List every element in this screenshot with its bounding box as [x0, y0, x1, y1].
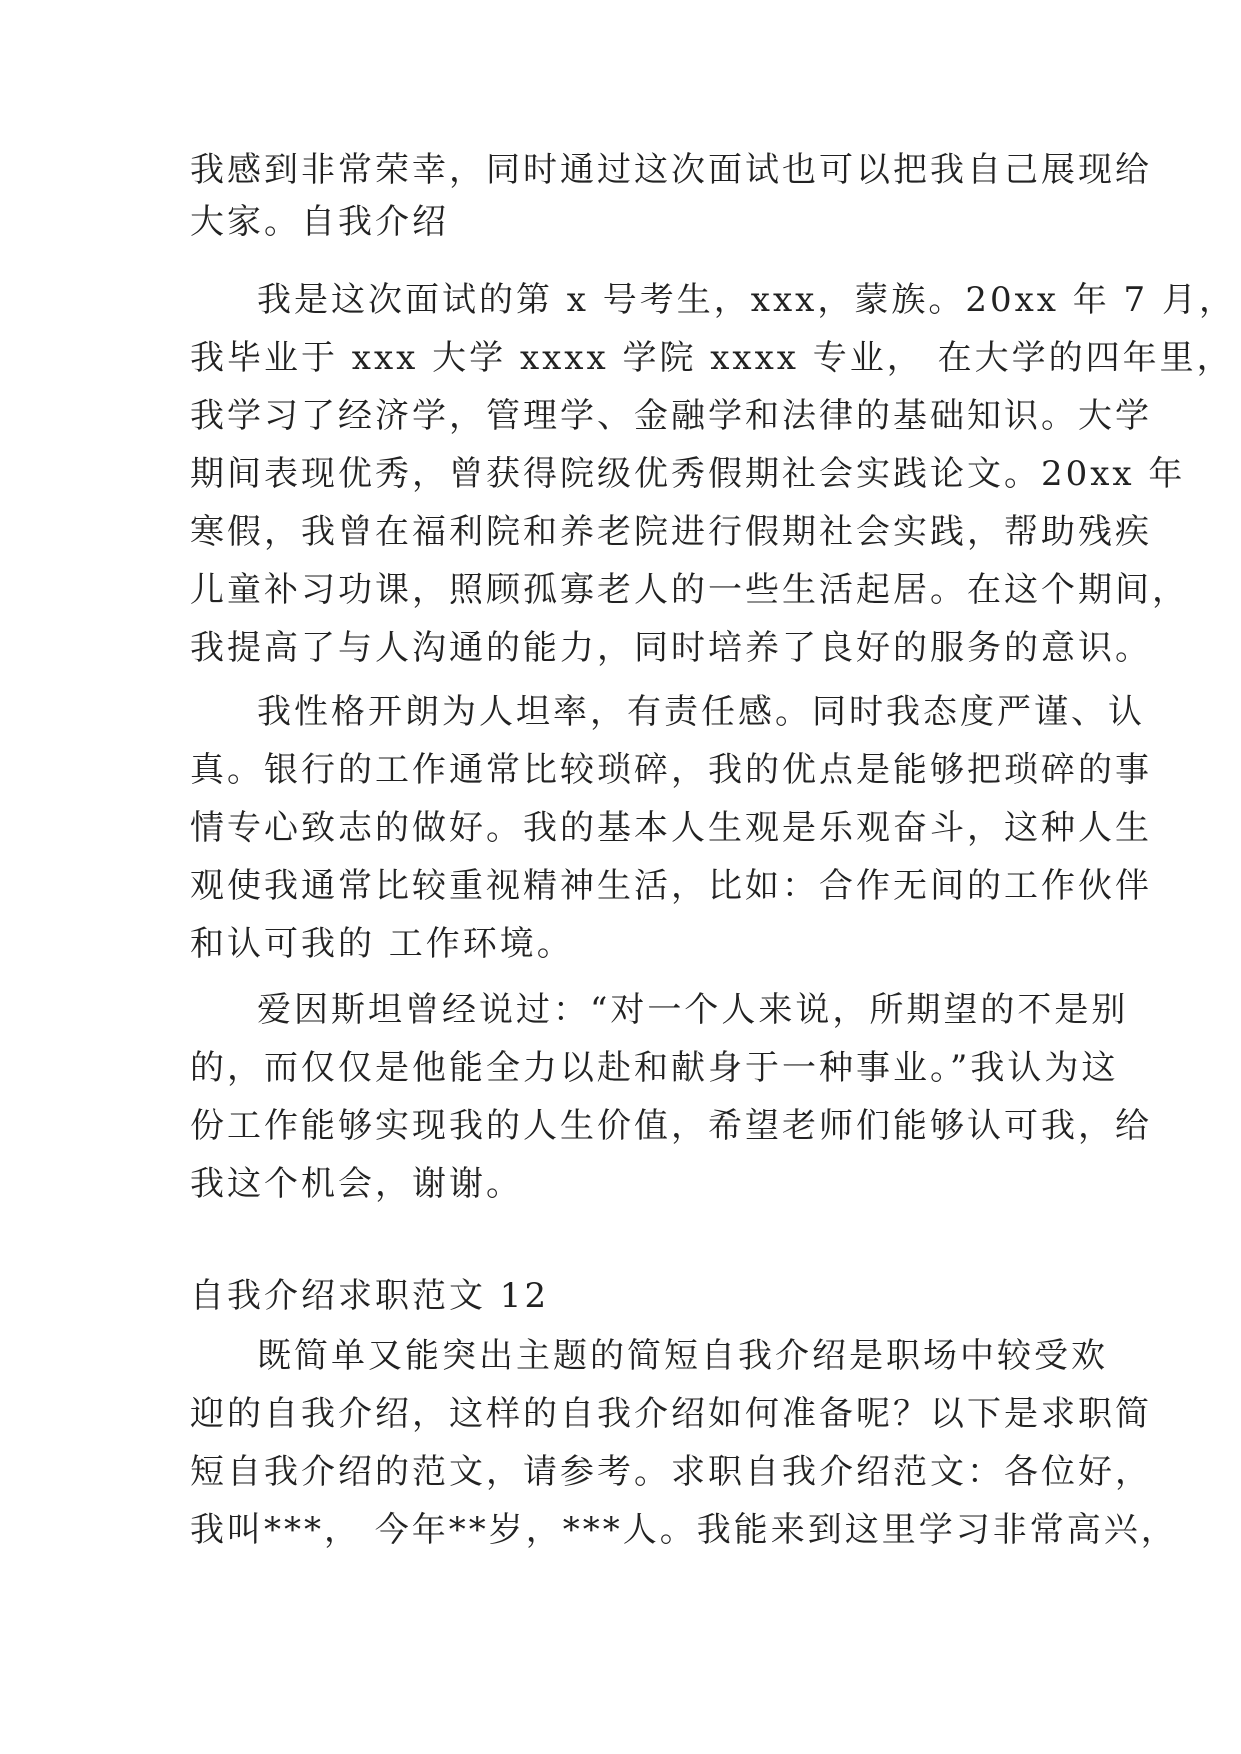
text-line: 观使我通常比较重视精神生活，比如：合作无间的工作伙伴	[190, 866, 1152, 906]
text-line: 份工作能够实现我的人生价值，希望老师们能够认可我，给	[190, 1106, 1152, 1146]
text-line: 寒假，我曾在福利院和养老院进行假期社会实践，帮助残疾	[190, 512, 1152, 552]
text-line: 我毕业于 xxx 大学 xxxx 学院 xxxx 专业， 在大学的四年里，	[190, 338, 1234, 378]
text-line: 和认可我的 工作环境。	[190, 924, 574, 964]
paragraph-first-line: 我是这次面试的第 x 号考生，xxx，蒙族。20xx 年 7 月，	[257, 280, 1236, 320]
text-line: 我提高了与人沟通的能力，同时培养了良好的服务的意识。	[190, 628, 1152, 668]
text-line: 我学习了经济学，管理学、金融学和法律的基础知识。大学	[190, 396, 1152, 436]
text-line: 迎的自我介绍，这样的自我介绍如何准备呢？以下是求职简	[190, 1394, 1152, 1434]
text-line: 的，而仅仅是他能全力以赴和献身于一种事业。”我认为这	[190, 1048, 1119, 1088]
text-line: 短自我介绍的范文，请参考。求职自我介绍范文：各位好，	[190, 1452, 1152, 1492]
text-line: 大家。自我介绍	[190, 202, 449, 242]
text-line: 我感到非常荣幸，同时通过这次面试也可以把我自己展现给	[190, 150, 1152, 190]
text-line: 我叫***， 今年**岁，***人。我能来到这里学习非常高兴，	[190, 1510, 1178, 1550]
text-line: 儿童补习功课，照顾孤寡老人的一些生活起居。在这个期间，	[190, 570, 1189, 610]
text-line: 我这个机会，谢谢。	[190, 1164, 523, 1204]
section-heading: 自我介绍求职范文 12	[190, 1276, 550, 1316]
paragraph-first-line: 既简单又能突出主题的简短自我介绍是职场中较受欢	[257, 1336, 1108, 1376]
text-line: 真。银行的工作通常比较琐碎，我的优点是能够把琐碎的事	[190, 750, 1152, 790]
text-line: 期间表现优秀，曾获得院级优秀假期社会实践论文。20xx 年	[190, 454, 1186, 494]
paragraph-first-line: 爱因斯坦曾经说过：“对一个人来说，所期望的不是别	[257, 990, 1129, 1030]
text-line: 情专心致志的做好。我的基本人生观是乐观奋斗，这种人生	[190, 808, 1152, 848]
paragraph-first-line: 我性格开朗为人坦率，有责任感。同时我态度严谨、认	[257, 692, 1145, 732]
